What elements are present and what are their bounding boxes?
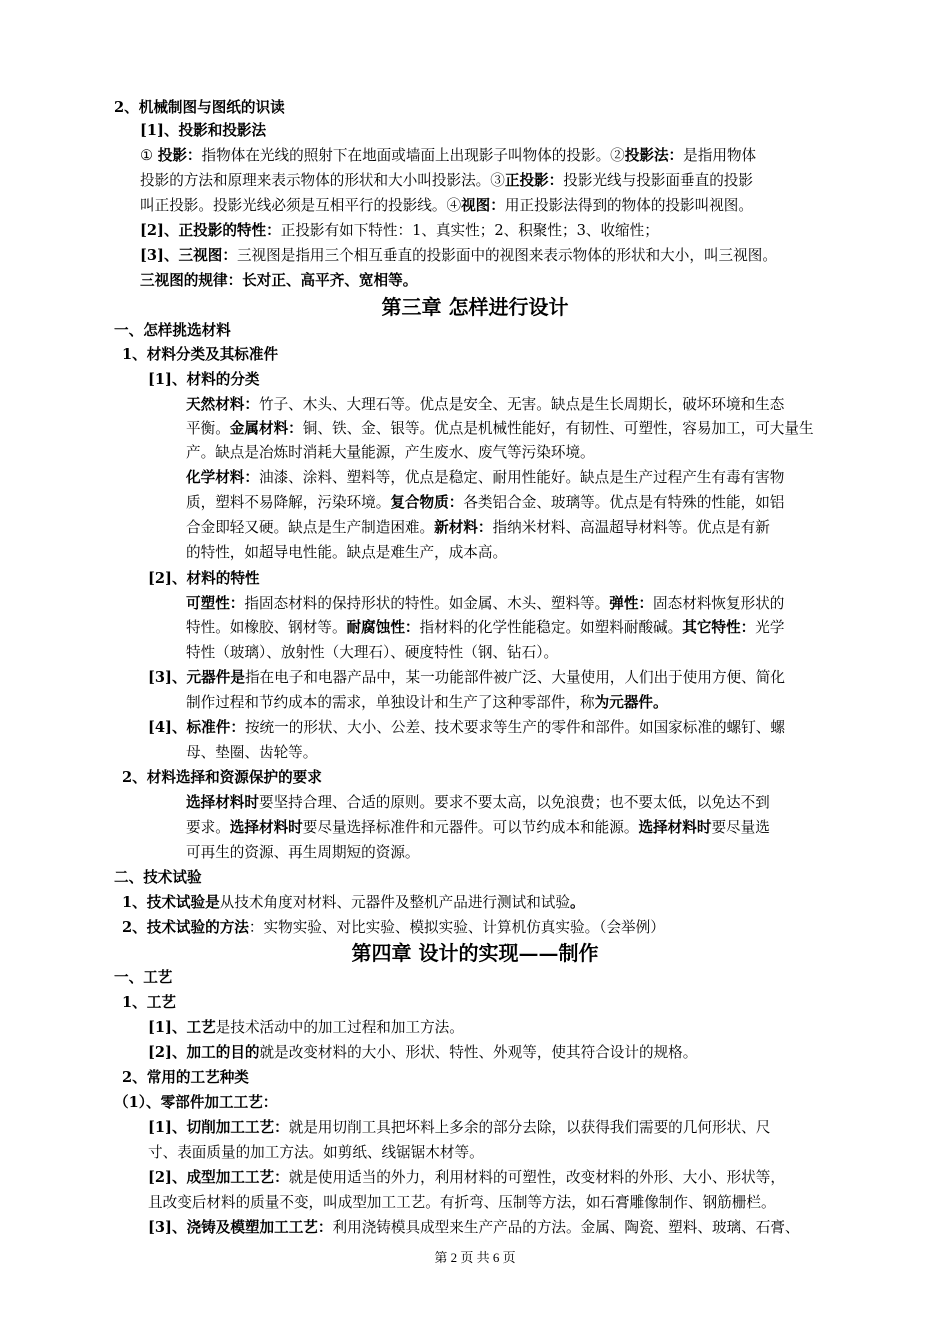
text-run: 指固态材料的保持形状的特性。如金属、木头、塑料等。 bbox=[244, 595, 610, 612]
text-run: 质，塑料不易降解，污染环境。 bbox=[186, 494, 391, 511]
bold-term: 复合物质： bbox=[390, 494, 464, 511]
chapter4-line bbox=[148, 1218, 800, 1238]
orthographic-properties-line bbox=[140, 221, 659, 241]
chapter4-line bbox=[148, 1143, 484, 1163]
chapter4-line bbox=[148, 1043, 697, 1063]
chapter4-line bbox=[114, 1093, 277, 1113]
chapter3-line bbox=[186, 493, 784, 513]
text-run: 且改变后材料的质量不变，叫成型加工工艺。有折弯、压制等方法，如石膏雕像制作、钢筋栅栏。 bbox=[148, 1194, 776, 1211]
chapter3-line bbox=[114, 321, 231, 341]
chapter3-title: 第三章 怎样进行设计 bbox=[381, 295, 569, 319]
projection-paragraph-line bbox=[140, 171, 753, 191]
three-view-rule: 三视图的规律：长对正、高平齐、宽相等。 bbox=[140, 272, 418, 289]
bold-term: 新材料： bbox=[434, 519, 493, 536]
bold-term: 1、工艺 bbox=[122, 994, 176, 1011]
text-run: 要求。 bbox=[186, 819, 230, 836]
text-run: 可再生的资源、再生周期短的资源。 bbox=[186, 844, 420, 861]
text-run: 按统一的形状、大小、公差、技术要求等生产的零件和部件。如国家标准的螺钉、螺 bbox=[244, 719, 785, 736]
chapter3-line bbox=[148, 668, 785, 688]
bold-term: [4]、标准件： bbox=[148, 719, 245, 736]
chapter3-line bbox=[122, 918, 665, 938]
chapter3-line bbox=[186, 843, 420, 863]
bold-term: 1、技术试验是 bbox=[122, 894, 220, 911]
chapter3-line bbox=[186, 395, 784, 415]
chapter4-line bbox=[148, 1168, 785, 1188]
bold-term: 选择材料时 bbox=[186, 794, 259, 811]
text-run: 指在电子和电器产品中，某一功能部件被广泛、大量使用，人们出于使用方便、简化 bbox=[244, 669, 785, 686]
text-run: 用正投影法得到的物体的投影叫视图。 bbox=[504, 197, 753, 214]
text-run: 母、垫圈、齿轮等。 bbox=[186, 744, 318, 761]
bold-term: [3]、三视图： bbox=[140, 247, 237, 264]
text-run: ① bbox=[140, 147, 158, 164]
chapter3-line bbox=[186, 468, 784, 488]
chapter3-line bbox=[148, 718, 785, 738]
chapter3-line bbox=[122, 345, 278, 365]
page-number-footer: 第 2 页 共 6 页 bbox=[434, 1250, 516, 1265]
chapter4-line bbox=[148, 1018, 464, 1038]
projection-heading: [1]、投影和投影法 bbox=[140, 122, 267, 139]
chapter4-line bbox=[148, 1193, 776, 1213]
chapter3-line bbox=[122, 768, 322, 788]
bold-term: 2、技术试验的方法 bbox=[122, 919, 249, 936]
bold-term: （1）、零部件加工工艺： bbox=[114, 1094, 278, 1111]
chapter3-line bbox=[148, 569, 260, 589]
text-run: 各类铝合金、玻璃等。优点是有特殊的性能，如铝 bbox=[463, 494, 785, 511]
bold-term: 化学材料： bbox=[186, 469, 259, 486]
text-run: 投影的方法和原理来表示物体的形状和大小叫投影法。③ bbox=[140, 172, 505, 189]
bold-term: 1、材料分类及其标准件 bbox=[122, 346, 279, 363]
projection-paragraph-line bbox=[140, 146, 756, 166]
bold-term: [1]、工艺 bbox=[148, 1019, 216, 1036]
text-run: 就是改变材料的大小、形状、特性、外观等，使其符合设计的规格。 bbox=[259, 1044, 698, 1061]
chapter3-line bbox=[186, 643, 558, 663]
text-run: 是技术活动中的加工过程和加工方法。 bbox=[215, 1019, 464, 1036]
projection-paragraph-line bbox=[140, 196, 753, 216]
bold-term: 选择材料时 bbox=[638, 819, 712, 836]
chapter3-line bbox=[114, 868, 202, 888]
text-run: 产。缺点是冶炼时消耗大量能源，产生废水、废气等污染环境。 bbox=[186, 444, 595, 461]
bold-term: [2]、正投影的特性： bbox=[140, 222, 281, 239]
section-title: 2、机械制图与图纸的识读 bbox=[114, 99, 285, 116]
bold-term: 为元器件。 bbox=[594, 694, 668, 711]
text-run: 寸、表面质量的加工方法。如剪纸、线锯锯木材等。 bbox=[148, 1144, 484, 1161]
bold-term: 天然材料： bbox=[186, 396, 259, 413]
bold-term: [3]、浇铸及模塑加工工艺： bbox=[148, 1219, 333, 1236]
bold-term: [1]、材料的分类 bbox=[148, 371, 260, 388]
text-run: 要尽量选择标准件和元器件。可以节约成本和能源。 bbox=[302, 819, 639, 836]
bold-term: 二、技术试验 bbox=[114, 869, 202, 886]
bold-term: 其它特性： bbox=[682, 619, 756, 636]
bold-term: 一、工艺 bbox=[114, 969, 173, 986]
bold-term: [2]、材料的特性 bbox=[148, 570, 260, 587]
chapter4-line bbox=[122, 993, 176, 1013]
three-view-definition-line bbox=[140, 246, 777, 266]
chapter3-line bbox=[122, 893, 585, 913]
bold-term: 金属材料： bbox=[229, 420, 303, 437]
text-run: 制作过程和节约成本的需求，单独设计和生产了这种零部件，称 bbox=[186, 694, 595, 711]
chapter3-line bbox=[186, 818, 770, 838]
bold-term: 投影法： bbox=[624, 147, 684, 164]
text-run: 指物体在光线的照射下在地面或墙面上出现影子叫物体的投影。② bbox=[201, 147, 625, 164]
chapter3-line bbox=[186, 518, 770, 538]
text-run: 的特性，如超导电性能。缺点是难生产，成本高。 bbox=[186, 544, 508, 561]
text-run: 利用浇铸模具成型来生产产品的方法。金属、陶瓷、塑料、玻璃、石膏、 bbox=[332, 1219, 800, 1236]
text-run: 三视图是指用三个相互垂直的投影面中的视图来表示物体的形状和大小，叫三视图。 bbox=[236, 247, 777, 264]
chapter4-line bbox=[148, 1118, 770, 1138]
text-run: 合金即轻又硬。缺点是生产制造困难。 bbox=[186, 519, 435, 536]
text-run: 铜、铁、金、银等。优点是机械性能好，有韧性、可塑性，容易加工，可大量生 bbox=[302, 420, 814, 437]
text-run: 就是用切削工具把坏料上多余的部分去除，以获得我们需要的几何形状、尺 bbox=[288, 1119, 771, 1136]
bold-term: 弹性： bbox=[609, 595, 654, 612]
chapter3-line bbox=[148, 370, 260, 390]
chapter3-line bbox=[186, 793, 770, 813]
text-run: 要坚持合理、合适的原则。要求不要太高，以免浪费；也不要太低，以免达不到 bbox=[258, 794, 770, 811]
chapter4-line bbox=[122, 1068, 249, 1088]
bold-term: 正投影： bbox=[504, 172, 564, 189]
chapter3-line bbox=[186, 743, 317, 763]
text-run: 要尽量选 bbox=[711, 819, 770, 836]
bold-term: 选择材料时 bbox=[229, 819, 303, 836]
text-run: 竹子、木头、大理石等。优点是安全、无害。缺点是生长周期长，破坏环境和生态 bbox=[258, 396, 785, 413]
text-run: 特性。如橡胶、钢材等。 bbox=[186, 619, 347, 636]
chapter3-line bbox=[186, 618, 784, 638]
text-run: 特性（玻璃）、放射性（大理石）、硬度特性（钢、钻石）。 bbox=[186, 644, 559, 661]
text-run: 是指用物体 bbox=[683, 147, 757, 164]
bold-term: [2]、成型加工工艺： bbox=[148, 1169, 289, 1186]
text-run: 固态材料恢复形状的 bbox=[653, 595, 785, 612]
bold-term: 。 bbox=[569, 894, 585, 911]
text-run: 叫正投影。投影光线必须是互相平行的投影线。④ bbox=[140, 197, 462, 214]
chapter3-line bbox=[186, 594, 784, 614]
text-run: 光学 bbox=[755, 619, 785, 636]
chapter4-title: 第四章 设计的实现——制作 bbox=[351, 941, 599, 965]
bold-term: 一、怎样挑选材料 bbox=[114, 322, 231, 339]
text-run: 平衡。 bbox=[186, 420, 230, 437]
bold-term: [1]、切削加工工艺： bbox=[148, 1119, 289, 1136]
chapter3-line bbox=[186, 443, 595, 463]
text-run: 油漆、涂料、塑料等，优点是稳定、耐用性能好。缺点是生产过程产生有毒有害物 bbox=[258, 469, 785, 486]
bold-term: [3]、元器件是 bbox=[148, 669, 245, 686]
bold-term: 2、常用的工艺种类 bbox=[122, 1069, 249, 1086]
text-run: 指材料的化学性能稳定。如塑料耐酸碱。 bbox=[419, 619, 683, 636]
bold-term: 耐腐蚀性： bbox=[346, 619, 420, 636]
chapter4-line bbox=[114, 968, 172, 988]
text-run: 投影光线与投影面垂直的投影 bbox=[563, 172, 753, 189]
text-run: ：实物实验、对比实验、模拟实验、计算机仿真实验。（会举例） bbox=[248, 919, 665, 936]
chapter3-line bbox=[186, 693, 668, 713]
text-run: 从技术角度对材料、元器件及整机产品进行测试和试验 bbox=[219, 894, 570, 911]
chapter3-line bbox=[186, 419, 814, 439]
bold-term: 可塑性： bbox=[186, 595, 245, 612]
text-run: 就是使用适当的外力，利用材料的可塑性，改变材料的外形、大小、形状等， bbox=[288, 1169, 785, 1186]
text-run: 指纳米材料、高温超导材料等。优点是有新 bbox=[492, 519, 770, 536]
bold-term: 2、材料选择和资源保护的要求 bbox=[122, 769, 322, 786]
chapter3-line bbox=[186, 543, 507, 563]
text-run: 正投影有如下特性：1、真实性；2、积聚性；3、收缩性； bbox=[280, 222, 659, 239]
bold-term: [2]、加工的目的 bbox=[148, 1044, 260, 1061]
bold-term: 投影： bbox=[157, 147, 202, 164]
bold-term: 视图： bbox=[461, 197, 505, 214]
